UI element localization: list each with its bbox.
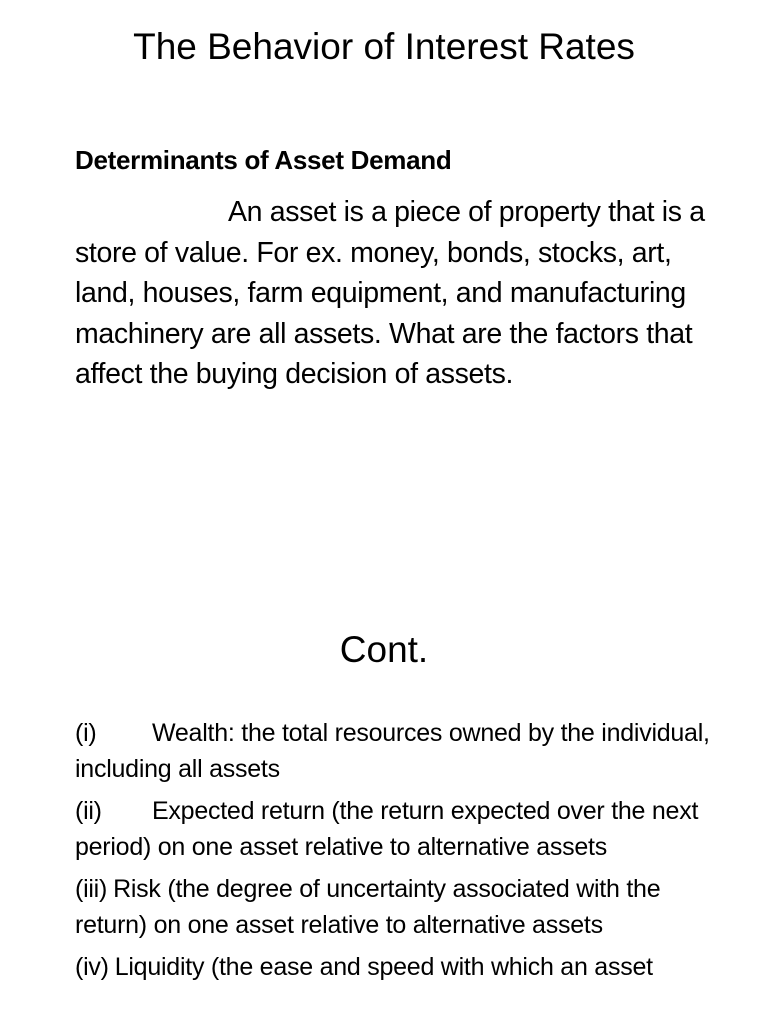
- list-item-marker: (iii): [75, 875, 108, 903]
- list-item-marker: (iv): [75, 953, 109, 981]
- slide-title: Cont.: [339, 629, 429, 670]
- body-paragraph: An asset is a piece of property that is a store of value. For ex. money, bonds, stocks, art, land, houses, farm equipment, and manufacturing machinery are all assets. What are the factors that affect the buying decision of assets.: [75, 196, 705, 390]
- list-item-text: Liquidity (the ease and speed with which an asset: [114, 953, 653, 981]
- list-item-text: Risk (the degree of uncertainty associated with the return) on one asset relative to alternative assets: [75, 875, 661, 939]
- list-item-text: Expected return (the return expected over the next period) on one asset relative to alternative assets: [75, 797, 699, 861]
- list-item-marker: (i): [75, 719, 97, 747]
- list-item-text: Wealth: the total resources owned by the individual, including all assets: [75, 719, 710, 783]
- list-item: [75, 949, 725, 985]
- determinants-list: [75, 715, 725, 991]
- list-item: [75, 793, 725, 865]
- list-item-marker: (ii): [75, 797, 102, 825]
- list-item: [75, 871, 725, 943]
- slide-2: [0, 600, 768, 1024]
- list-item: [75, 715, 725, 787]
- section-heading: Determinants of Asset Demand: [75, 145, 452, 175]
- slide-title: The Behavior of Interest Rates: [133, 26, 635, 67]
